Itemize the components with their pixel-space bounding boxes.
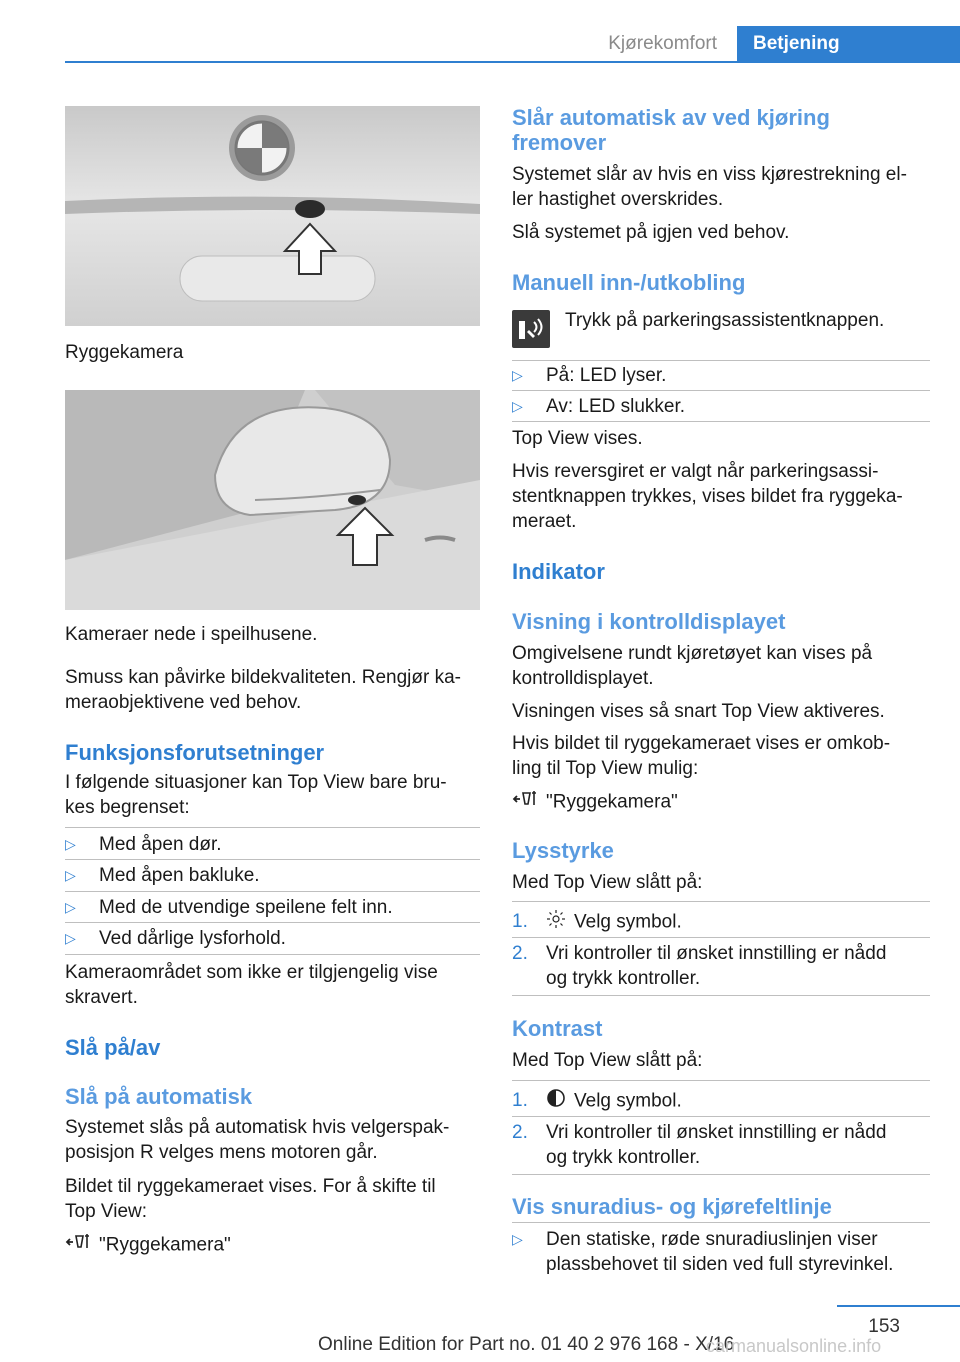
list-separator <box>512 1222 930 1223</box>
watermark: carmanualsonline.info <box>706 1336 882 1356</box>
heading-manuell: Manuell inn-/utkobling <box>512 270 746 295</box>
funk-after-1: Kameraområdet som ikke er tilgjengelig vise <box>65 962 438 983</box>
edition-text: Online Edition for Part no. 01 40 2 976 168 - X/16 <box>318 1334 735 1355</box>
rear-camera-icon <box>512 789 546 816</box>
list-separator <box>512 390 930 391</box>
list-item: ▷ Med de utvendige speilene felt inn. <box>65 897 393 918</box>
vis-text-2: kontrolldisplayet. <box>512 668 654 689</box>
heading-slaar-av-2: fremover <box>512 130 607 155</box>
list-separator <box>512 901 930 902</box>
rear-camera-image <box>65 106 480 326</box>
footer-rule <box>837 1305 960 1307</box>
man-para-1: Hvis reversgiret er valgt når parkeringsassi- <box>512 461 879 482</box>
heading-slaa-paa-av: Slå på/av <box>65 1035 161 1060</box>
list-separator <box>65 954 480 955</box>
vis-text-5: ling til Top View mulig: <box>512 758 699 779</box>
heading-snuradius: Vis snuradius- og kjørefeltlinje <box>512 1194 832 1219</box>
list-separator <box>65 922 480 923</box>
funk-intro-2: kes begrenset: <box>65 797 190 818</box>
list-item: ▷ Ved dårlige lysforhold. <box>65 928 286 949</box>
list-item: 1. Velg symbol. <box>512 1088 682 1115</box>
vis-text-3: Visningen vises så snart Top View aktiveres. <box>512 701 885 722</box>
heading-slaa-paa-automatisk: Slå på automatisk <box>65 1084 253 1109</box>
auto-text-3: Bildet til ryggekameraet vises. For å skifte til <box>65 1176 436 1197</box>
triangle-bullet-icon: ▷ <box>512 398 523 414</box>
man-text: Trykk på parkeringsassistentknappen. <box>565 310 885 331</box>
caption-mirror-cameras: Kameraer nede i speilhusene. <box>65 624 318 645</box>
header-rule <box>65 61 960 63</box>
auto-text-2: posisjon R velges mens motoren går. <box>65 1142 378 1163</box>
list-separator <box>512 995 930 996</box>
man-para-3: meraet. <box>512 511 577 532</box>
heading-kontrast: Kontrast <box>512 1016 603 1041</box>
list-separator <box>65 891 480 892</box>
list-item-continuation: og trykk kontroller. <box>546 968 701 989</box>
paragraph-smuss-1: Smuss kan påvirke bildekvaliteten. Rengjør ka- <box>65 667 462 688</box>
heading-indikator: Indikator <box>512 559 605 584</box>
man-after: Top View vises. <box>512 428 643 449</box>
list-separator <box>512 937 930 938</box>
list-separator <box>65 827 480 828</box>
heading-visning: Visning i kontrolldisplayet <box>512 609 786 634</box>
list-separator <box>512 1174 930 1175</box>
list-item: ▷ Den statiske, røde snuradiuslinjen viser <box>512 1229 878 1250</box>
vis-text-4: Hvis bildet til ryggekameraet vises er omkob- <box>512 733 891 754</box>
triangle-bullet-icon: ▷ <box>65 836 76 852</box>
brightness-icon <box>546 909 574 936</box>
heading-lysstyrke: Lysstyrke <box>512 838 614 863</box>
lys-intro: Med Top View slått på: <box>512 872 703 893</box>
header-tab-betjening[interactable]: Betjening <box>737 26 960 61</box>
triangle-bullet-icon: ▷ <box>65 930 76 946</box>
list-item: ▷ Med åpen dør. <box>65 834 222 855</box>
list-item: ▷ Med åpen bakluke. <box>65 865 260 886</box>
kon-intro: Med Top View slått på: <box>512 1050 703 1071</box>
list-item: 2. Vri kontroller til ønsket innstilling er nådd <box>512 943 887 964</box>
funk-intro-1: I følgende situasjoner kan Top View bare bru- <box>65 772 447 793</box>
man-para-2: stentknappen trykkes, vises bildet fra ryggeka- <box>512 486 903 507</box>
list-item: 1. Velg symbol. <box>512 909 682 936</box>
triangle-bullet-icon: ▷ <box>512 367 523 383</box>
rear-camera-icon <box>65 1232 99 1259</box>
av-text-3: Slå systemet på igjen ved behov. <box>512 222 790 243</box>
list-separator <box>512 1116 930 1117</box>
paragraph-smuss-2: meraobjektivene ved behov. <box>65 692 302 713</box>
list-separator <box>512 421 930 422</box>
list-separator <box>512 360 930 361</box>
parking-assistant-button-icon <box>512 310 550 348</box>
list-item: ▷ Av: LED slukker. <box>512 396 686 417</box>
av-text-1: Systemet slår av hvis en viss kjørestrekning el- <box>512 164 907 185</box>
triangle-bullet-icon: ▷ <box>65 899 76 915</box>
list-item: 2. Vri kontroller til ønsket innstilling er nådd <box>512 1122 887 1143</box>
heading-slaar-av-1: Slår automatisk av ved kjøring <box>512 105 830 130</box>
list-separator <box>512 1080 930 1081</box>
contrast-icon <box>546 1088 574 1115</box>
page-number: 153 <box>868 1316 900 1337</box>
header-tab-kjorekomfort[interactable]: Kjørekomfort <box>608 33 717 54</box>
list-item-continuation: og trykk kontroller. <box>546 1147 701 1168</box>
auto-text-1: Systemet slås på automatisk hvis velgerspak- <box>65 1117 450 1138</box>
heading-funksjonsforutsetninger: Funksjonsforutsetninger <box>65 740 325 765</box>
triangle-bullet-icon: ▷ <box>65 867 76 883</box>
auto-icon-row: "Ryggekamera" <box>65 1232 231 1259</box>
caption-rear-camera: Ryggekamera <box>65 342 184 363</box>
list-separator <box>65 859 480 860</box>
auto-text-4: Top View: <box>65 1201 148 1222</box>
list-item-continuation: plassbehovet til siden ved full styrevinkel. <box>546 1254 894 1275</box>
list-item: ▷ På: LED lyser. <box>512 365 667 386</box>
triangle-bullet-icon: ▷ <box>512 1231 523 1247</box>
av-text-2: ler hastighet overskrides. <box>512 189 724 210</box>
vis-text-1: Omgivelsene rundt kjøretøyet kan vises på <box>512 643 873 664</box>
mirror-camera-image <box>65 390 480 610</box>
vis-icon-row: "Ryggekamera" <box>512 789 678 816</box>
funk-after-2: skravert. <box>65 987 138 1008</box>
